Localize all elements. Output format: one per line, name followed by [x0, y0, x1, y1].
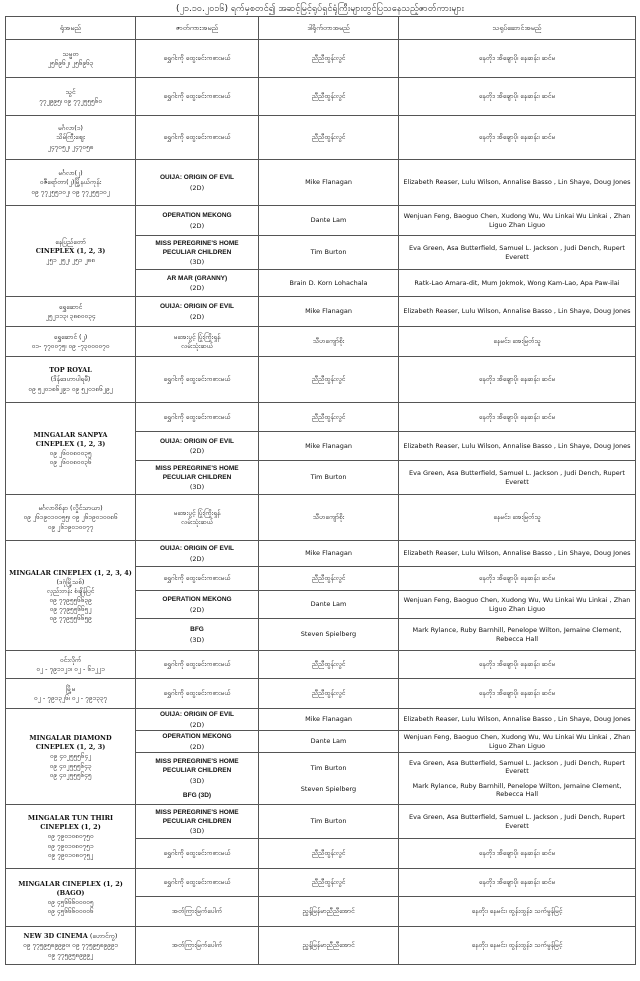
movie-title-text: MISS PEREGRINE'S HOME PECULIAR CHILDREN — [155, 808, 239, 825]
movie-title-text: OUIJA: ORIGIN OF EVIL — [159, 174, 235, 182]
cinema-name: သွင် — [65, 87, 76, 96]
cinema-cell — [6, 651, 136, 679]
director: Mike Flanagan — [259, 160, 399, 206]
movie-title: ရွှေဂါးကို ထွေးခင်းကစားမယ် — [136, 651, 259, 679]
movie-format: (2D) — [189, 605, 205, 614]
cinema-name-2 — [8, 247, 133, 255]
movie-title-text: MISS PEREGRINE'S HOME PECULIAR CHILDREN — [155, 239, 239, 256]
cinema-phone: ၀၉ ၇၉၀၁၀၈၀၇၅၁ — [47, 841, 94, 850]
movie-title — [136, 206, 259, 236]
cinema-phone: ၇၇၂၉၉၅၊ ၀၉ ၇၇၂၅၅၅၆၀ — [39, 97, 102, 105]
cinema-phone: ၀၉ ၂၆၁၉၀၁၀၀၅၅၊ ၀၉ ၂၆၁၉၀၁၀၀၈၆ — [23, 513, 118, 522]
director: သီဟကျော်စိုး — [259, 495, 399, 541]
table-row — [6, 297, 636, 327]
cast: နေတိုး၊ အိချောပို၊ နေဆန်း၊ ဆင်မ — [399, 839, 636, 869]
cinema-name: NEW 3D CINEMA — [23, 932, 88, 941]
cinema-name: ရွှေဆောင် — [58, 302, 83, 311]
cinema-name: MINGALAR DIAMOND — [29, 734, 112, 743]
cast: Eva Green, Asa Butterfield, Samuel L. Jackson , Judi Dench, Rupert Everett — [399, 461, 636, 495]
cinema-cell — [6, 495, 136, 541]
director: ညီညီထွန်းလွင် — [259, 357, 399, 403]
cast: နေတိုး၊ အိချောပို၊ နေဆန်း၊ ဆင်မ — [399, 869, 636, 897]
movie-format: (3D) — [189, 635, 205, 644]
movie-format: (2D) — [189, 312, 205, 321]
director: ညွှန့်မြန်မာညီညီအောင် — [259, 927, 399, 965]
director: ညီညီထွန်းလွင် — [259, 679, 399, 709]
director: Tim Burton — [259, 236, 399, 270]
cinema-phone: ၀၉ ၂၆၁၉၀၁၀၀၇၇ — [47, 522, 94, 531]
cinema-name-2-text: CINEPLEX (1, 2, 3) — [35, 439, 106, 448]
cinema-phone: ၀၉ ၂၆၀၀၈၀၀၃၅ — [49, 449, 92, 457]
cinema-cell — [6, 116, 136, 160]
table-row — [6, 40, 636, 78]
cinema-sub: (ဒိန်ဒေဟာပါရမီ) — [50, 375, 91, 384]
cinema-phone: ၀၉ ၇၇၅၉၅၈၉၉၉၀၊ ၀၉ ၇၇၅၉၅၈၉၉၉၁ — [22, 941, 119, 950]
cinema-cell — [6, 679, 136, 709]
table-row — [6, 679, 636, 709]
cinema-phone: ၀၉ ၄၀၂၅၅၅၆၄၃ — [49, 761, 92, 770]
table-row — [6, 805, 636, 839]
table-row — [6, 160, 636, 206]
page-title: (၂၁.၁၀.၂၀၁၆) ရက်မှစတင်၍ အဆင့်မြင့်ရုပ်ရှင်ရုံကြီးများတွင်ပြသနေသည့်ဇာတ်ကားများ — [176, 4, 464, 14]
cinema-name: ဝင်းလိုက် — [59, 655, 82, 664]
movie-title: အတ်ကြားမြက်ပေါက် — [136, 927, 259, 965]
movie-format: (2D) — [189, 183, 205, 192]
cinema-phone: ၀၉ ၄၀၂၅၅၅၆၄၂ — [49, 752, 92, 761]
movie-title — [136, 805, 259, 839]
cinema-cell — [6, 357, 136, 403]
cast: Elizabeth Reaser, Lulu Wilson, Annalise Basso , Lin Shaye, Doug Jones — [399, 297, 636, 327]
movie-title: ရွှေဂါးကို ထွေးခင်းကစားမယ် — [136, 679, 259, 709]
director: ညီညီထွန်းလွင် — [259, 40, 399, 78]
cinema-name: MINGALAR CINEPLEX (1, 2, 3, 4) — [9, 568, 132, 577]
movie-title-text: OUIJA: ORIGIN OF EVIL — [159, 437, 235, 445]
cinema-phone: ၀၂ - ၇၉၁၃၂၆၊ ၀၂ - ၇၉၁၃၃၇ — [33, 694, 108, 702]
movie-title: ရွှေဂါးကို ထွေးခင်းကစားမယ် — [136, 116, 259, 160]
cinema-cell — [6, 805, 136, 869]
movie-title: ရွှေဂါးကို ထွေးခင်းကစားမယ် — [136, 567, 259, 591]
movie-title-text: MISS PEREGRINE'S HOME PECULIAR CHILDREN — [155, 464, 239, 481]
cinema-cell — [6, 403, 136, 495]
movie-title-text: AR MAR (GRANNY) — [166, 274, 228, 282]
movie-subtitle: လမ်းသုံးဆယ် — [181, 342, 213, 350]
cast: နေတိုး၊ အိချောပို၊ နေဆန်း၊ ဆင်မ — [399, 357, 636, 403]
cinema-phone: ၂၅၂၁၁၃၊ ၃၈၈၀၀၃၄ — [45, 312, 96, 320]
cinema-name: မြို့မ — [65, 684, 76, 693]
director: Tim Burton — [259, 461, 399, 495]
movie-title-2-text: BFG (3D) — [182, 791, 212, 799]
movie-format: (3D) — [189, 258, 205, 267]
cast: နေတိုး၊ အိချောပို၊ နေဆန်း၊ ဆင်မ — [399, 679, 636, 709]
movie-title — [136, 619, 259, 651]
cinema-sub: သိမ်ကြီးဈေး — [56, 133, 85, 142]
cinema-phone: ၀၉ ၇၇၂၅၅၁၀၂၊ ၀၉ ၇၇၂၅၅၁၀၂ — [31, 187, 110, 196]
movie-title: ရွှေဂါးကို ထွေးခင်းကစားမယ် — [136, 869, 259, 897]
movie-format: (3D) — [189, 776, 205, 785]
cast: Wenjuan Feng, Baoguo Chen, Xudong Wu, Wu Linkai Wu Linkai , Zhan Liguo Zhan Liguo — [399, 591, 636, 619]
table-row — [6, 541, 636, 567]
director: Dante Lam — [259, 591, 399, 619]
director: ညီညီထွန်းလွင် — [259, 839, 399, 869]
movie-title-2 — [138, 791, 256, 800]
cinema-name: MINGALAR CINEPLEX (1, 2) — [18, 879, 123, 888]
cast: Elizabeth Reaser, Lulu Wilson, Annalise Basso , Lin Shaye, Doug Jones — [399, 432, 636, 461]
header-movie: ဇာတ်ကားအမည် — [136, 17, 259, 40]
director: Steven Spielberg — [259, 619, 399, 651]
director: Brain D. Korn Lohachala — [259, 270, 399, 297]
director-1: Tim Burton — [310, 764, 347, 773]
cinema-phone: ၀၉ ၇၉၀၁၀၈၀၇၅၀ — [47, 832, 94, 841]
movie-subtitle: လမ်းသုံးဆယ် — [181, 518, 213, 526]
cinema-phone: ၀၁- ၇၇၀၀၇၅၊ ၀၉ -၇၃၀၀၀၀၇၀ — [31, 342, 110, 350]
table-row — [6, 927, 636, 965]
cast: နေတိုး၊ အိချောပို၊ နေဆန်း၊ ဆင်မ — [399, 116, 636, 160]
cinema-cell — [6, 40, 136, 78]
director: ညီညီထွန်းလွင် — [259, 651, 399, 679]
table-row — [6, 357, 636, 403]
table-row — [6, 78, 636, 116]
director: Dante Lam — [259, 206, 399, 236]
cast: Wenjuan Feng, Baoguo Chen, Xudong Wu, Wu Linkai Wu Linkai , Zhan Liguo Zhan Liguo — [399, 206, 636, 236]
cinema-cell — [6, 78, 136, 116]
table-row — [6, 206, 636, 236]
header-director: ဒါရိုက်တာအမည် — [259, 17, 399, 40]
cast-2: Mark Rylance, Ruby Barnhill, Penelope Wilton, Jemaine Clement, Rebecca Hall — [412, 781, 622, 798]
cinema-name: သမ္မတ — [62, 49, 79, 58]
movie-title — [136, 753, 259, 805]
movie-format: (2D) — [189, 221, 205, 230]
cast: နေတိုး၊ အိချောပို၊ နေဆန်း၊ ဆင်မ — [399, 567, 636, 591]
cinema-name: မင်္ဂလာဝိစ်နာ (လှိုင်သာယာ) — [38, 504, 103, 513]
table-row — [6, 709, 636, 731]
cinema-phone: ၀၉ ၂၆၀၀၈၀၀၃၆ — [49, 458, 92, 467]
movie-title: ရွှေဂါးကို ထွေးခင်းကစားမယ် — [136, 839, 259, 869]
table-row — [6, 327, 636, 357]
cinema-cell — [6, 541, 136, 651]
header-row — [6, 17, 636, 40]
cinema-phone: ၀၉ ၅၂၀၁၈၆၂၉၁ ၀၉ ၅၂၀၁၈၆၂၉၂ — [28, 384, 113, 393]
movie-title — [136, 432, 259, 461]
director: ညီညီထွန်းလွင် — [259, 403, 399, 432]
movie-format: (3D) — [189, 483, 205, 492]
cinema-phone: ၂၅၁ ၂၅၂၊ ၂၅၁ ၂၈၈ — [46, 256, 95, 265]
movie-title-text: OUIJA: ORIGIN OF EVIL — [159, 711, 235, 719]
cast: နေတိုး၊ အိချောပို၊ နေဆန်း၊ ဆင်မ — [399, 78, 636, 116]
cinema-phone: ၀၉ ၄၀၂၅၅၅၆၄၅ — [49, 770, 92, 779]
movie-title — [136, 297, 259, 327]
movie-title — [136, 541, 259, 567]
cast: Mark Rylance, Ruby Barnhill, Penelope Wilton, Jemaine Clement, Rebecca Hall — [399, 619, 636, 651]
cinema-cell — [6, 927, 136, 965]
cinema-name: MINGALAR TUN THIRI — [27, 814, 114, 823]
cinema-name: နေပြည်တော် — [55, 237, 86, 246]
cast: Eva Green, Asa Butterfield, Samuel L. Jackson , Judi Dench, Rupert Everett — [399, 236, 636, 270]
cinema-name-2-text: CINEPLEX (1, 2, 3) — [35, 743, 106, 752]
director: ညီညီထွန်းလွင် — [259, 567, 399, 591]
cinema-phone: ၀၉ ၇၇၉၅၅၆၆၅၂ — [49, 605, 92, 614]
cast: Wenjuan Feng, Baoguo Chen, Xudong Wu, Wu Linkai Wu Linkai , Zhan Liguo Zhan Liguo — [399, 731, 636, 753]
movie-format: (2D) — [189, 554, 205, 563]
cast: Ratk-Lao Amara-dit, Mum Jokmok, Wong Kam-Lao, Apa Paw-ilai — [399, 270, 636, 297]
director: သီဟကျော်စိုး — [259, 327, 399, 357]
cinema-cell — [6, 327, 136, 357]
director: ညီညီထွန်းလွင် — [259, 78, 399, 116]
cinema-cell — [6, 160, 136, 206]
cinema-name-2-text: CINEPLEX (1, 2) — [40, 823, 101, 832]
cinema-sub-text: (BAGO) — [56, 888, 85, 897]
cast: Elizabeth Reaser, Lulu Wilson, Annalise Basso , Lin Shaye, Doug Jones — [399, 160, 636, 206]
cinema-phone: ၂၅၆၉၆၂၊ ၂၅၆၉၆၃ — [47, 59, 94, 67]
cinema-name: TOP ROYAL — [49, 366, 92, 375]
cast: Elizabeth Reaser, Lulu Wilson, Annalise Basso , Lin Shaye, Doug Jones — [399, 709, 636, 731]
director: Mike Flanagan — [259, 432, 399, 461]
director: Mike Flanagan — [259, 297, 399, 327]
cast: နေတိုး၊ နေမင်း၊ ထွန်းထွန်း၊ သက်မွန်မြင့် — [399, 897, 636, 927]
director: Mike Flanagan — [259, 709, 399, 731]
movie-title — [136, 327, 259, 357]
cinema-name-2 — [8, 823, 133, 831]
movie-title-text: OUIJA: ORIGIN OF EVIL — [159, 303, 235, 311]
movie-title-text: OUIJA: ORIGIN OF EVIL — [159, 545, 235, 553]
cast — [399, 753, 636, 805]
movie-title — [136, 709, 259, 731]
movie-title-text: MISS PEREGRINE'S HOME PECULIAR CHILDREN — [155, 758, 239, 775]
cast: Eva Green, Asa Butterfield, Samuel L. Jackson , Judi Dench, Rupert Everett — [399, 805, 636, 839]
cinema-name: မင်္ဂလာ(၁) — [58, 124, 83, 133]
cinema-name: ရွှေဆောင် (၂) — [53, 332, 88, 341]
table-row — [6, 403, 636, 432]
table-row — [6, 495, 636, 541]
director: Tim Burton — [259, 805, 399, 839]
cast: နေမင်း၊ အေးမြတ်သူ — [399, 495, 636, 541]
director: ညီညီထွန်းလွင် — [259, 116, 399, 160]
cinema-phone: ၀၂ - ၇၉၁၁၂၁၊ ၀၂ - ၆၁၂၂၁ — [36, 665, 105, 673]
movie-format: (3D) — [189, 827, 205, 836]
director-2: Steven Spielberg — [300, 784, 357, 793]
movie-format: (2D) — [189, 742, 205, 751]
movie-title — [136, 236, 259, 270]
cast: နေတိုး၊ အိချောပို၊ နေဆန်း၊ ဆင်မ — [399, 651, 636, 679]
cinema-name: မင်္ဂလာ(၂) — [58, 169, 83, 178]
cinema-name-2-text: CINEPLEX (1, 2, 3) — [35, 246, 106, 255]
cinema-phone: ၂၄၇၀၅၂၊ ၂၄၇၀၅၈ — [47, 142, 94, 151]
director: Mike Flanagan — [259, 541, 399, 567]
cinema-sub: (ဟောင်ကွ) — [89, 932, 118, 941]
director: ညွှန့်မြန်မာညီညီအောင် — [259, 897, 399, 927]
cinema-sub-2: လှည်းတန်း စံချိန်ပြင် — [46, 586, 95, 595]
movie-title — [136, 731, 259, 753]
movie-title-text: OPERATION MEKONG — [162, 733, 232, 741]
table-row — [6, 869, 636, 897]
header-cinema: ရုံအမည် — [6, 17, 136, 40]
movie-title: ရွှေဂါးကို ထွေးခင်းကစားမယ် — [136, 357, 259, 403]
cinema-cell — [6, 869, 136, 927]
cast: နေတိုး၊ နေမင်း၊ ထွန်းထွန်း၊ သက်မွန်မြင့် — [399, 927, 636, 965]
cinema-cell — [6, 206, 136, 297]
cinema-phone: ၀၉ ၇၇၅၉၅၈၉၉၉၂ — [47, 950, 94, 959]
cast-1: Eva Green, Asa Butterfield, Samuel L. Jackson , Judi Dench, Rupert Everett — [409, 759, 625, 776]
cinema-cell — [6, 709, 136, 805]
movie-format: (2D) — [189, 284, 205, 292]
movie-title-text: မအေးပွင့် ပြုံးကြိုးရှန် — [173, 508, 221, 517]
cast: နေတိုး၊ အိချောပို၊ နေဆန်း၊ ဆင်မ — [399, 403, 636, 432]
cinema-name-2 — [8, 440, 133, 448]
cinema-cell — [6, 297, 136, 327]
cinema-phone: ၀၉ ၇၇၉၅၅၆၆၅၉ — [49, 614, 92, 623]
cinema-phone: ၀၉ ၄၅၆၆၆၀၀၀၀၆ — [47, 907, 94, 916]
movie-title — [136, 591, 259, 619]
movie-title-text: OPERATION MEKONG — [162, 212, 232, 220]
director: Dante Lam — [259, 731, 399, 753]
movie-title — [136, 270, 259, 297]
movie-title-text: BFG — [190, 626, 204, 634]
table-row — [6, 651, 636, 679]
movie-title — [136, 495, 259, 541]
schedule-table — [5, 16, 636, 965]
table-row — [6, 116, 636, 160]
cinema-name-2 — [8, 743, 133, 751]
movie-title — [136, 160, 259, 206]
movie-title-text: OPERATION MEKONG — [162, 596, 232, 604]
movie-title: ရွှေဂါးကို ထွေးခင်းကစားမယ် — [136, 40, 259, 78]
director: ညီညီထွန်းလွင် — [259, 869, 399, 897]
movie-title — [136, 461, 259, 495]
cinema-phone: ၀၉ ၇၉၀၁၀၈၀၇၅၂ — [47, 850, 94, 859]
movie-title: ရွှေဂါးကို ထွေးခင်းကစားမယ် — [136, 78, 259, 116]
cinema-phone: ၀၉ ၇၇၉၅၅၆၆၃၉ — [49, 596, 92, 604]
cinema-phone: ၀၉ ၄၅၆၆၆၀၀၀၀၅ — [47, 898, 94, 906]
cast: နေမင်း၊ အေးမြတ်သူ — [399, 327, 636, 357]
cast: Elizabeth Reaser, Lulu Wilson, Annalise Basso , Lin Shaye, Doug Jones — [399, 541, 636, 567]
cast: နေတိုး၊ အိချောပို၊ နေဆန်း၊ ဆင်မ — [399, 40, 636, 78]
cinema-sub: ဝဇီရော်တာ(၂)မြို့နယ်ကုန်း — [39, 178, 102, 187]
cinema-sub: (ဒဂုံမြို့သစ်) — [56, 577, 85, 586]
movie-format: (2D) — [189, 720, 205, 729]
movie-format: (2D) — [189, 447, 205, 455]
movie-title-text: မအေးပွင့် ပြုံးကြိုးရှန် — [173, 332, 221, 341]
cinema-sub — [8, 889, 133, 897]
movie-title: ရွှေဂါးကို ထွေးခင်းကစားမယ် — [136, 403, 259, 432]
director — [259, 753, 399, 805]
movie-title: အတ်ကြားမြက်ပေါက် — [136, 897, 259, 927]
header-cast: သရုပ်ဆောင်အမည် — [399, 17, 636, 40]
cinema-name: MINGALAR SANPYA — [33, 430, 108, 439]
